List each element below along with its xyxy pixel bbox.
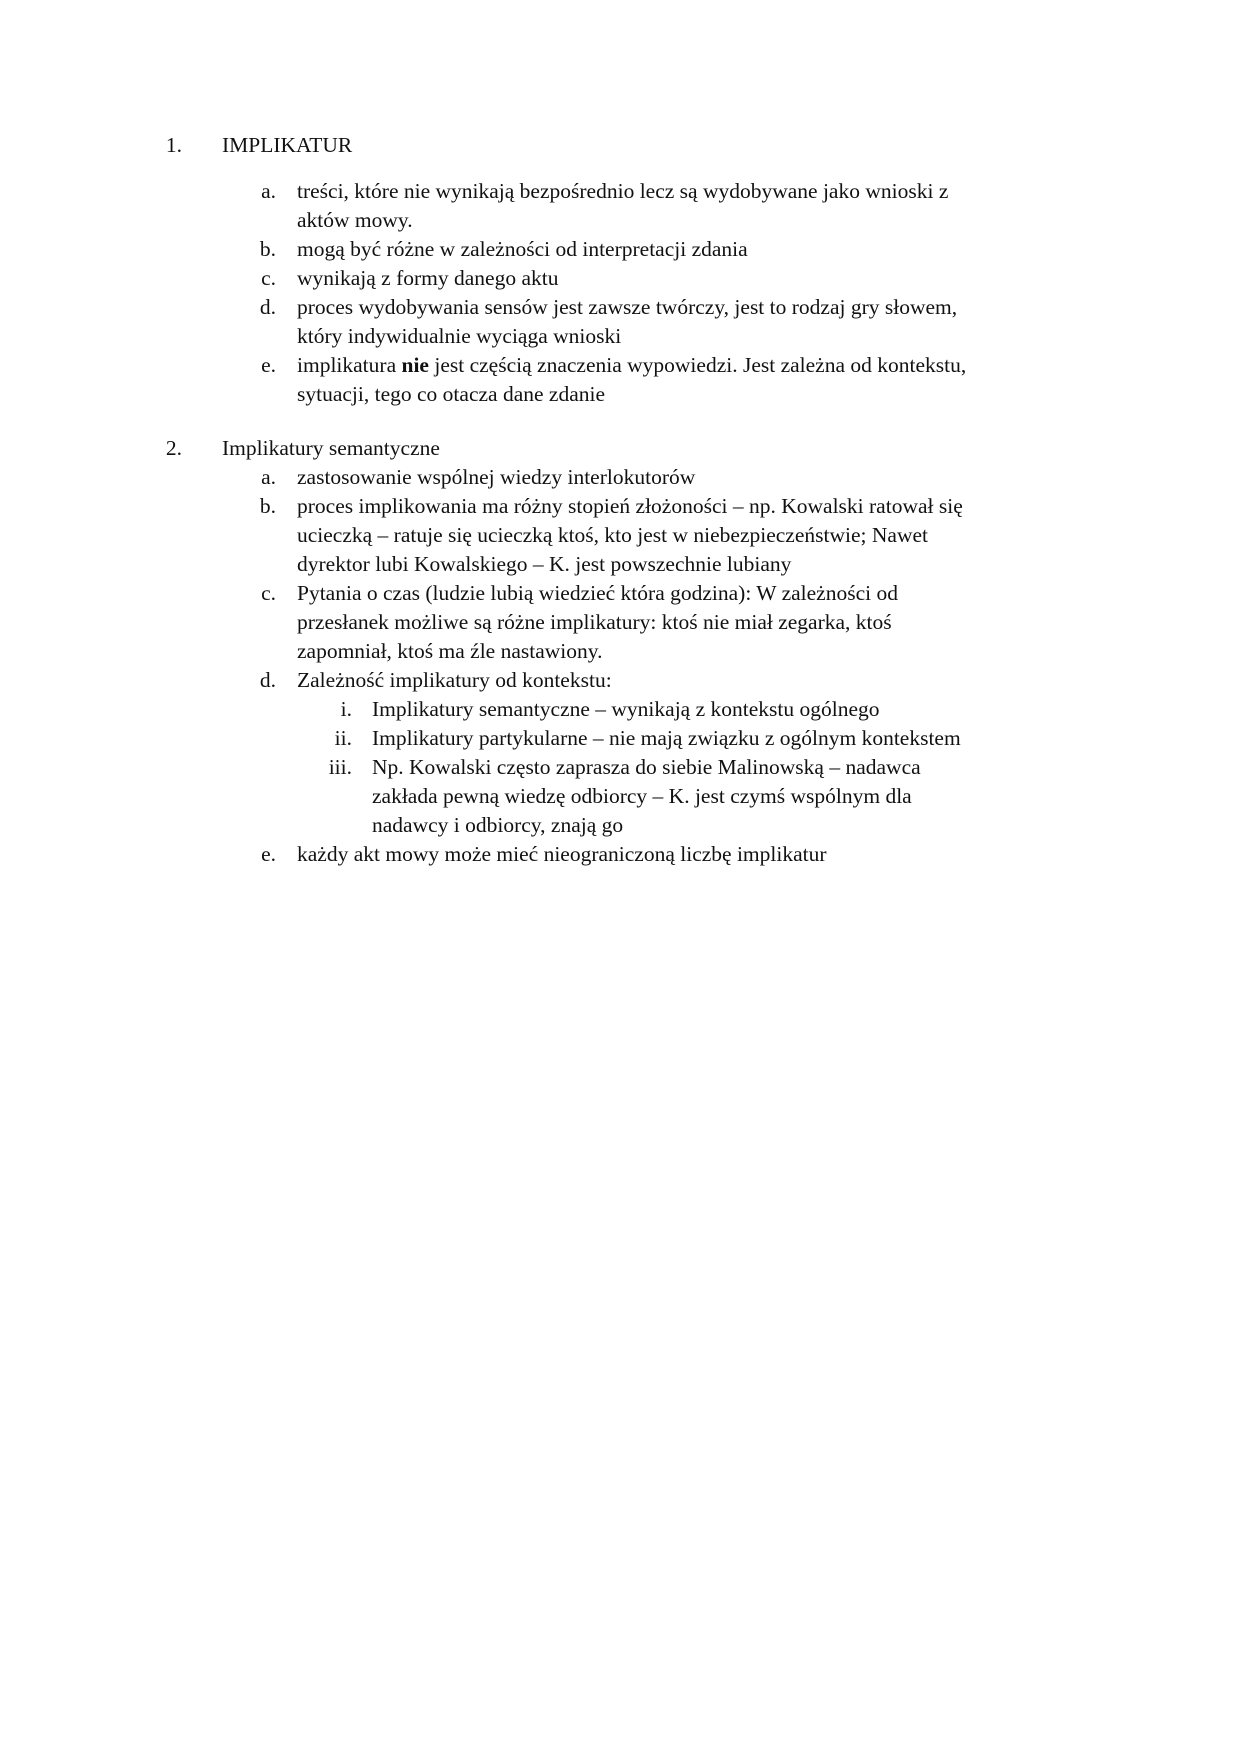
subitem-marker: ii.: [334, 726, 352, 750]
item-text-line: Zależność implikatury od kontekstu:: [297, 668, 612, 692]
section-marker: 1.: [165, 133, 182, 157]
item-text-line: przesłanek możliwe są różne implikatury: ktoś nie miał zegarka, ktoś: [297, 610, 892, 634]
subitem-marker: iii.: [328, 755, 352, 779]
item-marker: c.: [261, 581, 276, 605]
item-marker: d.: [259, 668, 276, 692]
item-marker: d.: [259, 295, 276, 319]
item-marker: a.: [261, 465, 276, 489]
section-title: IMPLIKATUR: [222, 133, 353, 157]
item-text-line: zapomniał, ktoś ma źle nastawiony.: [297, 639, 603, 663]
item-text-line: treści, które nie wynikają bezpośrednio lecz są wydobywane jako wnioski z: [297, 179, 949, 203]
item-marker: a.: [261, 179, 276, 203]
section-marker: 2.: [165, 436, 182, 460]
emphasis-text: nie: [401, 353, 429, 377]
item-text-line: wynikają z formy danego aktu: [297, 266, 559, 290]
item-marker: b.: [259, 494, 276, 518]
item-text-line: sytuacji, tego co otacza dane zdanie: [297, 382, 606, 406]
item-text-line: ucieczką – ratuje się ucieczką ktoś, kto jest w niebezpieczeństwie; Nawet: [297, 523, 928, 547]
item-text-line: proces implikowania ma różny stopień złożoności – np. Kowalski ratował się: [297, 494, 963, 518]
subitem-text-line: zakłada pewną wiedzę odbiorcy – K. jest czymś wspólnym dla: [372, 784, 912, 808]
item-text-line: Pytania o czas (ludzie lubią wiedzieć która godzina): W zależności od: [297, 581, 898, 605]
subitem-marker: i.: [340, 697, 352, 721]
item-marker: c.: [261, 266, 276, 290]
subitem-text-line: nadawcy i odbiorcy, znają go: [372, 813, 624, 837]
item-text-line: dyrektor lubi Kowalskiego – K. jest powszechnie lubiany: [297, 552, 792, 576]
item-text-segment: jest częścią znaczenia wypowiedzi. Jest zależna od kontekstu,: [428, 353, 967, 377]
section-title: Implikatury semantyczne: [222, 436, 440, 460]
item-marker: b.: [259, 237, 276, 261]
item-text-line: mogą być różne w zależności od interpretacji zdania: [297, 237, 748, 261]
item-text-line: zastosowanie wspólnej wiedzy interlokutorów: [297, 465, 696, 489]
subitem-text-line: Implikatury partykularne – nie mają związku z ogólnym kontekstem: [372, 726, 961, 750]
item-marker: e.: [261, 842, 276, 866]
item-text-line: który indywidualnie wyciąga wnioski: [297, 324, 622, 348]
subitem-text-line: Np. Kowalski często zaprasza do siebie Malinowską – nadawca: [372, 755, 921, 779]
item-text-line: aktów mowy.: [297, 208, 413, 232]
item-marker: e.: [261, 353, 276, 377]
item-text-segment: implikatura: [297, 353, 402, 377]
item-text-line: proces wydobywania sensów jest zawsze twórczy, jest to rodzaj gry słowem,: [297, 295, 958, 319]
subitem-text-line: Implikatury semantyczne – wynikają z kontekstu ogólnego: [372, 697, 880, 721]
item-text-line: [297, 351, 966, 380]
item-text-line: każdy akt mowy może mieć nieograniczoną liczbę implikatur: [297, 842, 827, 866]
